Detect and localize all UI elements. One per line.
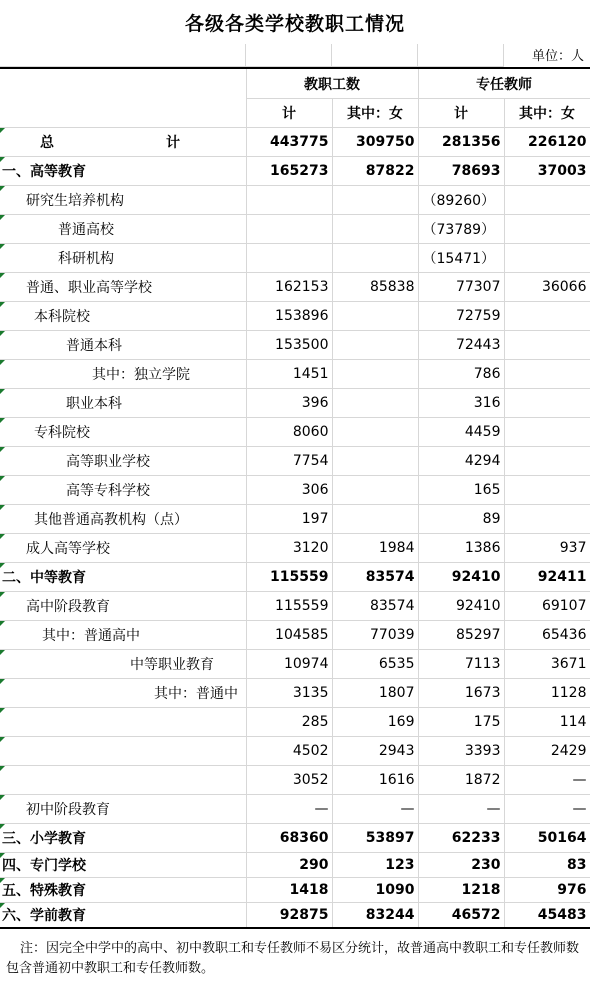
value-cell[interactable] <box>504 186 590 215</box>
value-cell[interactable]: 937 <box>504 534 590 563</box>
table-row <box>0 418 590 447</box>
row-label-text: 四、专门学校 <box>2 858 86 874</box>
cell-marker-icon <box>0 737 5 742</box>
footnote <box>0 931 590 979</box>
value-cell[interactable]: 36066 <box>504 273 590 302</box>
value-cell[interactable]: 306 <box>246 476 332 505</box>
cell-marker-icon <box>0 418 5 423</box>
value-cell[interactable]: 2429 <box>504 737 590 766</box>
table-row <box>0 244 590 273</box>
value-cell[interactable] <box>332 447 418 476</box>
cell-marker-icon <box>0 302 5 307</box>
grid-cell <box>246 44 332 67</box>
row-label[interactable] <box>0 360 246 389</box>
row-label-text: 一、高等教育 <box>2 164 86 180</box>
value-cell[interactable]: 153500 <box>246 331 332 360</box>
table-row <box>0 186 590 215</box>
value-cell[interactable]: 153896 <box>246 302 332 331</box>
value-cell[interactable]: 290 <box>246 853 332 878</box>
footnote-text: 注：因完全中学中的高中、初中教职工和专任教师不易区分统计，故普通高中教职工和专任教师数包含普通初中教职工和专任教师数。 <box>6 941 580 976</box>
value-cell[interactable]: 92410 <box>418 563 504 592</box>
value-cell[interactable]: 62233 <box>418 824 504 853</box>
table-row <box>0 708 590 737</box>
row-label[interactable] <box>0 679 246 708</box>
value-cell[interactable]: 1616 <box>332 766 418 795</box>
row-label-text: 其中：普通中 <box>154 686 238 702</box>
cell-marker-icon <box>0 215 5 220</box>
value-cell[interactable]: 72443 <box>418 331 504 360</box>
unit-label: 单位：人 <box>531 49 584 64</box>
table-row <box>0 853 590 878</box>
row-label-text: 中等职业教育 <box>130 657 214 673</box>
row-label[interactable] <box>0 186 246 215</box>
value-cell[interactable]: 4294 <box>418 447 504 476</box>
header-teachers-female: 其中：女 <box>504 99 590 128</box>
row-label-text: 六、学前教育 <box>2 908 86 924</box>
cell-marker-icon <box>0 476 5 481</box>
value-cell[interactable]: 3135 <box>246 679 332 708</box>
value-cell[interactable] <box>332 244 418 273</box>
row-label[interactable] <box>0 563 246 592</box>
value-cell[interactable]: 165 <box>418 476 504 505</box>
header-staff-female: 其中：女 <box>332 99 418 128</box>
value-cell[interactable] <box>504 302 590 331</box>
header-teachers: 专任教师 <box>418 68 590 99</box>
row-label[interactable] <box>0 903 246 929</box>
value-cell[interactable]: 123 <box>332 853 418 878</box>
value-cell[interactable] <box>332 418 418 447</box>
row-label-text: 高等职业学校 <box>66 454 150 470</box>
table-row <box>0 215 590 244</box>
value-cell[interactable]: 87822 <box>332 157 418 186</box>
cell-marker-icon <box>0 447 5 452</box>
row-label[interactable] <box>0 157 246 186</box>
table-row <box>0 128 590 157</box>
value-cell[interactable] <box>246 186 332 215</box>
value-cell[interactable]: 3393 <box>418 737 504 766</box>
unit-row <box>0 44 590 67</box>
table-row <box>0 878 590 903</box>
value-cell[interactable] <box>246 244 332 273</box>
row-label[interactable] <box>0 878 246 903</box>
value-cell[interactable]: 1128 <box>504 679 590 708</box>
row-label[interactable] <box>0 795 246 824</box>
value-cell[interactable]: 65436 <box>504 621 590 650</box>
value-cell[interactable]: 162153 <box>246 273 332 302</box>
value-cell[interactable]: 114 <box>504 708 590 737</box>
row-label[interactable] <box>0 708 246 737</box>
value-cell[interactable]: 396 <box>246 389 332 418</box>
value-cell[interactable]: 92875 <box>246 903 332 929</box>
value-cell[interactable]: 83574 <box>332 592 418 621</box>
value-cell[interactable]: （89260） <box>418 186 504 215</box>
value-cell[interactable]: 69107 <box>504 592 590 621</box>
value-cell[interactable]: 104585 <box>246 621 332 650</box>
row-label[interactable] <box>0 505 246 534</box>
table-row <box>0 534 590 563</box>
value-cell[interactable]: 78693 <box>418 157 504 186</box>
value-cell[interactable]: 1386 <box>418 534 504 563</box>
row-label-text: 五、特殊教育 <box>2 883 86 899</box>
value-cell[interactable]: 1451 <box>246 360 332 389</box>
row-label[interactable] <box>0 244 246 273</box>
table-row <box>0 360 590 389</box>
row-label[interactable] <box>0 766 246 795</box>
value-cell[interactable]: — <box>332 795 418 824</box>
value-cell[interactable]: 175 <box>418 708 504 737</box>
value-cell[interactable] <box>332 331 418 360</box>
row-label[interactable] <box>0 389 246 418</box>
cell-marker-icon <box>0 878 5 883</box>
cell-marker-icon <box>0 186 5 191</box>
value-cell[interactable] <box>504 244 590 273</box>
cell-marker-icon <box>0 824 5 829</box>
page-title: 各级各类学校教职工情况 <box>184 12 405 35</box>
value-cell[interactable]: 309750 <box>332 128 418 157</box>
cell-marker-icon <box>0 505 5 510</box>
value-cell[interactable]: 115559 <box>246 592 332 621</box>
cell-marker-icon <box>0 331 5 336</box>
value-cell[interactable]: 1872 <box>418 766 504 795</box>
row-label[interactable] <box>0 853 246 878</box>
value-cell[interactable] <box>332 186 418 215</box>
row-label[interactable] <box>0 824 246 853</box>
value-cell[interactable] <box>504 389 590 418</box>
table-row <box>0 476 590 505</box>
grid-cell <box>418 44 504 67</box>
table-row <box>0 679 590 708</box>
value-cell[interactable]: 976 <box>504 878 590 903</box>
table-row <box>0 447 590 476</box>
row-label-text: 本科院校 <box>34 309 90 325</box>
value-cell[interactable] <box>332 215 418 244</box>
value-cell[interactable]: 45483 <box>504 903 590 929</box>
value-cell[interactable] <box>332 360 418 389</box>
value-cell[interactable]: — <box>504 795 590 824</box>
table-row <box>0 766 590 795</box>
value-cell[interactable]: 85838 <box>332 273 418 302</box>
value-cell[interactable]: 92410 <box>418 592 504 621</box>
row-label[interactable] <box>0 215 246 244</box>
value-cell[interactable] <box>332 476 418 505</box>
cell-marker-icon <box>0 903 5 908</box>
value-cell[interactable] <box>332 505 418 534</box>
value-cell[interactable]: 1673 <box>418 679 504 708</box>
cell-marker-icon <box>0 157 5 162</box>
value-cell[interactable]: — <box>418 795 504 824</box>
row-label[interactable] <box>0 418 246 447</box>
table-row <box>0 621 590 650</box>
value-cell[interactable]: 4502 <box>246 737 332 766</box>
cell-marker-icon <box>0 360 5 365</box>
row-label-text: 成人高等学校 <box>26 541 110 557</box>
row-label[interactable] <box>0 737 246 766</box>
value-cell[interactable]: 6535 <box>332 650 418 679</box>
value-cell[interactable]: 46572 <box>418 903 504 929</box>
value-cell[interactable]: 10974 <box>246 650 332 679</box>
row-label-text: 其中：普通高中 <box>42 628 140 644</box>
value-cell[interactable]: 72759 <box>418 302 504 331</box>
value-cell[interactable]: 165273 <box>246 157 332 186</box>
row-label-text: 普通、职业高等学校 <box>26 280 152 296</box>
cell-marker-icon <box>0 708 5 713</box>
cell-marker-icon <box>0 592 5 597</box>
row-label[interactable] <box>0 650 246 679</box>
value-cell[interactable] <box>504 215 590 244</box>
value-cell[interactable]: 285 <box>246 708 332 737</box>
row-label-text: 普通本科 <box>66 338 122 354</box>
cell-marker-icon <box>0 389 5 394</box>
value-cell[interactable]: 3120 <box>246 534 332 563</box>
value-cell[interactable]: 83 <box>504 853 590 878</box>
value-cell[interactable]: 7113 <box>418 650 504 679</box>
value-cell[interactable]: 92411 <box>504 563 590 592</box>
header-blank <box>0 68 246 128</box>
cell-marker-icon <box>0 273 5 278</box>
table-row <box>0 795 590 824</box>
value-cell[interactable]: （15471） <box>418 244 504 273</box>
row-label-text: 普通高校 <box>58 222 114 238</box>
value-cell[interactable]: 4459 <box>418 418 504 447</box>
row-label-text: 其中：独立学院 <box>92 367 190 383</box>
cell-marker-icon <box>0 853 5 858</box>
row-label[interactable] <box>0 302 246 331</box>
header-teachers-total: 计 <box>418 99 504 128</box>
table-row <box>0 331 590 360</box>
row-label-text: 科研机构 <box>58 251 114 267</box>
value-cell[interactable]: 89 <box>418 505 504 534</box>
row-label[interactable] <box>0 476 246 505</box>
row-label[interactable] <box>0 273 246 302</box>
value-cell[interactable]: 68360 <box>246 824 332 853</box>
table-row <box>0 273 590 302</box>
row-label[interactable] <box>0 621 246 650</box>
value-cell[interactable]: （73789） <box>418 215 504 244</box>
value-cell[interactable]: 8060 <box>246 418 332 447</box>
value-cell[interactable]: 786 <box>418 360 504 389</box>
row-label[interactable] <box>0 592 246 621</box>
value-cell[interactable] <box>504 476 590 505</box>
value-cell[interactable]: 2943 <box>332 737 418 766</box>
cell-marker-icon <box>0 650 5 655</box>
value-cell[interactable]: 83574 <box>332 563 418 592</box>
table-row <box>0 157 590 186</box>
value-cell[interactable]: — <box>246 795 332 824</box>
value-cell[interactable]: 1418 <box>246 878 332 903</box>
staff-table <box>0 67 590 929</box>
value-cell[interactable] <box>504 447 590 476</box>
row-label-text: 二、中等教育 <box>2 570 86 586</box>
table-row <box>0 903 590 929</box>
cell-marker-icon <box>0 128 5 133</box>
table-row <box>0 389 590 418</box>
value-cell[interactable] <box>332 302 418 331</box>
row-label[interactable] <box>0 447 246 476</box>
value-cell[interactable] <box>246 215 332 244</box>
value-cell[interactable]: 443775 <box>246 128 332 157</box>
table-body <box>0 128 590 929</box>
cell-marker-icon <box>0 679 5 684</box>
table-row <box>0 505 590 534</box>
cell-marker-icon <box>0 534 5 539</box>
value-cell[interactable]: 115559 <box>246 563 332 592</box>
value-cell[interactable] <box>504 360 590 389</box>
value-cell[interactable]: 83244 <box>332 903 418 929</box>
table-row <box>0 302 590 331</box>
value-cell[interactable]: 1807 <box>332 679 418 708</box>
header-staff-total: 计 <box>246 99 332 128</box>
value-cell[interactable]: 3052 <box>246 766 332 795</box>
value-cell[interactable] <box>504 505 590 534</box>
row-label-text: 初中阶段教育 <box>26 802 110 818</box>
grid-cell <box>0 44 246 67</box>
value-cell[interactable]: 77307 <box>418 273 504 302</box>
table-row <box>0 592 590 621</box>
cell-marker-icon <box>0 244 5 249</box>
row-label-text: 其他普通高教机构（点） <box>34 512 188 528</box>
value-cell[interactable]: 316 <box>418 389 504 418</box>
value-cell[interactable]: 50164 <box>504 824 590 853</box>
grid-cell <box>332 44 418 67</box>
value-cell[interactable] <box>504 418 590 447</box>
row-label[interactable] <box>0 534 246 563</box>
row-label-text: 高等专科学校 <box>66 483 150 499</box>
value-cell[interactable] <box>504 331 590 360</box>
value-cell[interactable]: 53897 <box>332 824 418 853</box>
cell-marker-icon <box>0 766 5 771</box>
value-cell[interactable]: 226120 <box>504 128 590 157</box>
table-row <box>0 650 590 679</box>
value-cell[interactable]: 1984 <box>332 534 418 563</box>
row-label-text: 研究生培养机构 <box>26 193 124 209</box>
value-cell[interactable]: — <box>504 766 590 795</box>
row-label-text: 职业本科 <box>66 396 122 412</box>
row-label-text: 总 计 <box>40 135 180 151</box>
value-cell[interactable]: 85297 <box>418 621 504 650</box>
row-label-text: 三、小学教育 <box>2 831 86 847</box>
cell-marker-icon <box>0 563 5 568</box>
value-cell[interactable]: 1090 <box>332 878 418 903</box>
value-cell[interactable]: 169 <box>332 708 418 737</box>
value-cell[interactable]: 1218 <box>418 878 504 903</box>
row-label[interactable] <box>0 128 246 157</box>
cell-marker-icon <box>0 795 5 800</box>
table-row <box>0 737 590 766</box>
value-cell[interactable]: 3671 <box>504 650 590 679</box>
header-staff: 教职工数 <box>246 68 418 99</box>
row-label-text: 专科院校 <box>34 425 90 441</box>
value-cell[interactable]: 37003 <box>504 157 590 186</box>
table-row <box>0 563 590 592</box>
value-cell[interactable] <box>332 389 418 418</box>
value-cell[interactable]: 77039 <box>332 621 418 650</box>
row-label-text: 高中阶段教育 <box>26 599 110 615</box>
value-cell[interactable]: 7754 <box>246 447 332 476</box>
value-cell[interactable]: 230 <box>418 853 504 878</box>
value-cell[interactable]: 197 <box>246 505 332 534</box>
table-row <box>0 824 590 853</box>
row-label[interactable] <box>0 331 246 360</box>
cell-marker-icon <box>0 621 5 626</box>
value-cell[interactable]: 281356 <box>418 128 504 157</box>
